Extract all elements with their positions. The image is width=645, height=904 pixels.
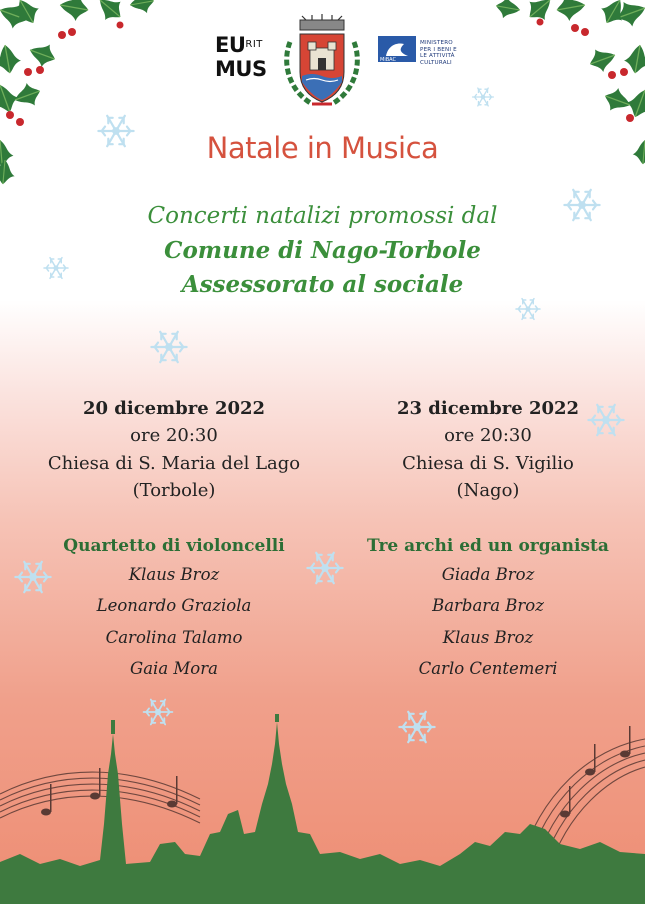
ensemble-name: Tre archi ed un organista bbox=[367, 535, 609, 556]
promo-line-1: Concerti natalizi promossi dal bbox=[147, 203, 498, 229]
concert-right bbox=[338, 395, 638, 685]
concert-date: 23 dicembre 2022 bbox=[396, 398, 580, 419]
member-name: Klaus Broz bbox=[128, 564, 220, 584]
member-name: Barbara Broz bbox=[432, 596, 544, 615]
concert-left bbox=[24, 395, 324, 685]
svg-text:MiBAC: MiBAC bbox=[380, 57, 396, 63]
concert-time: ore 20:30 bbox=[444, 425, 532, 446]
snowflake-icon bbox=[151, 332, 186, 362]
logo-bar bbox=[0, 10, 645, 110]
promo-line-2: Comune di Nago-Torbole bbox=[164, 237, 481, 264]
mibac-text: MINISTERO PER I BENI E LE ATTIVITÀ CULTURALI bbox=[420, 40, 457, 66]
member-name: Carolina Talamo bbox=[105, 627, 243, 647]
ensemble-name: Quartetto di violoncelli bbox=[63, 535, 285, 556]
member-name: Carlo Centemeri bbox=[418, 659, 558, 678]
promo-line-3: Assessorato al sociale bbox=[181, 271, 464, 298]
promoter-text bbox=[0, 198, 645, 302]
mibac-logo bbox=[378, 36, 418, 64]
concert-venue: Chiesa di S. Vigilio bbox=[402, 452, 574, 474]
member-name: Giada Broz bbox=[441, 564, 535, 584]
member-name: Klaus Broz bbox=[442, 627, 534, 647]
concert-time: ore 20:30 bbox=[130, 425, 218, 446]
member-name: Gaia Mora bbox=[130, 659, 218, 678]
skyline-icon bbox=[0, 714, 645, 904]
poster-title: Natale in Musica bbox=[206, 131, 439, 165]
concert-place: (Torbole) bbox=[132, 480, 216, 501]
town-crest-icon bbox=[272, 12, 372, 112]
concert-date: 20 dicembre 2022 bbox=[82, 398, 266, 419]
member-name: Leonardo Graziola bbox=[96, 596, 252, 615]
concert-venue: Chiesa di S. Maria del Lago bbox=[47, 452, 301, 474]
concert-place: (Nago) bbox=[456, 480, 520, 501]
eurit-mus-logo: $EU^{RIT}$ MUS bbox=[215, 33, 267, 81]
